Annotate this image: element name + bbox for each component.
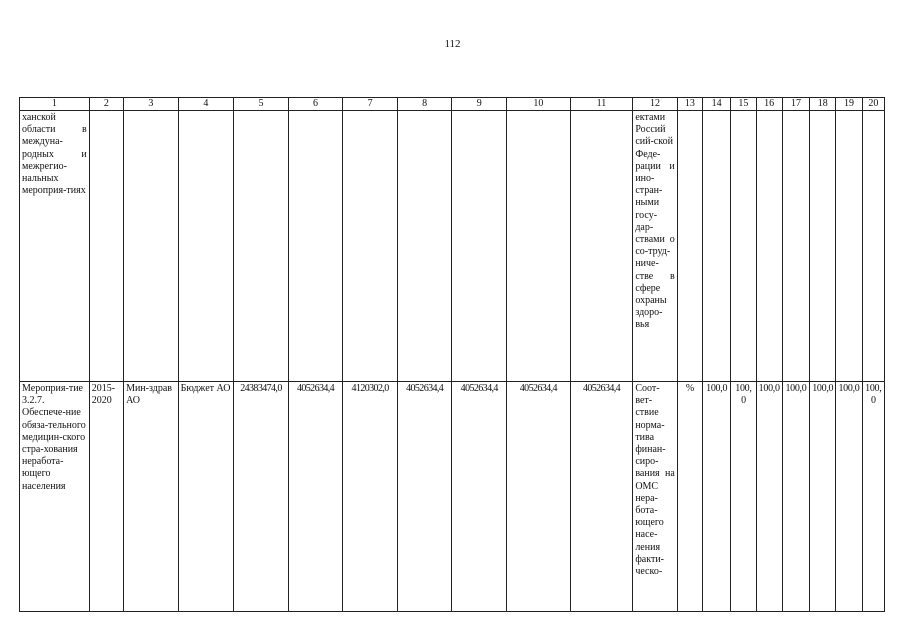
- column-header: 3: [124, 98, 179, 111]
- indicator-value-cell: 100,0: [810, 382, 836, 612]
- empty-cell: [234, 111, 289, 382]
- column-header: 6: [288, 98, 343, 111]
- column-header: 7: [343, 98, 398, 111]
- column-header: 16: [756, 98, 782, 111]
- empty-cell: [124, 111, 179, 382]
- indicator-value-cell: 100,0: [836, 382, 862, 612]
- column-header: 2: [89, 98, 123, 111]
- empty-cell: [810, 111, 836, 382]
- column-header: 14: [703, 98, 731, 111]
- table-row: [20, 382, 885, 612]
- column-header: 4: [178, 98, 234, 111]
- indicator-name-cell: Соот-вет-ствие норма-тива финан-сиро-вания на ОМС нера-бота-ющего насе-ления факти-ческо-: [633, 382, 677, 612]
- empty-cell: [862, 111, 884, 382]
- indicator-name-cell: ектами Россий сий-ской Феде-рации и ино-стран-ными госу-дар-ствами о со-труд-ниче-стве в сфере охраны здоро-вья: [633, 111, 677, 382]
- column-header: 20: [862, 98, 884, 111]
- empty-cell: [756, 111, 782, 382]
- year-amount-cell: 4052634,4: [397, 382, 452, 612]
- empty-cell: [343, 111, 398, 382]
- program-table: [19, 97, 885, 612]
- empty-cell: [288, 111, 343, 382]
- indicator-value-cell: 100,0: [731, 382, 756, 612]
- table-row: [20, 111, 885, 382]
- funding-source-cell: Бюджет АО: [178, 382, 234, 612]
- header-row: [20, 98, 885, 111]
- measure-name-cell: Мероприя-тие 3.2.7. Обеспече-ние обяза-тельного медицин-ского стра-хования неработа-ющего населения: [20, 382, 90, 612]
- indicator-value-cell: 100,0: [862, 382, 884, 612]
- empty-cell: [703, 111, 731, 382]
- year-amount-cell: 4052634,4: [507, 382, 571, 612]
- year-amount-cell: 4052634,4: [452, 382, 507, 612]
- measure-name-cell: ханской области в междуна-родных и межрегио-нальных мероприя-тиях: [20, 111, 90, 382]
- column-header: 1: [20, 98, 90, 111]
- column-header: 18: [810, 98, 836, 111]
- empty-cell: [507, 111, 571, 382]
- column-header: 19: [836, 98, 862, 111]
- executor-cell: Мин-здрав АО: [124, 382, 179, 612]
- column-header: 11: [570, 98, 633, 111]
- indicator-value-cell: 100,0: [703, 382, 731, 612]
- column-header: 9: [452, 98, 507, 111]
- empty-cell: [570, 111, 633, 382]
- column-header: 15: [731, 98, 756, 111]
- empty-cell: [836, 111, 862, 382]
- empty-cell: [677, 111, 702, 382]
- empty-cell: [731, 111, 756, 382]
- empty-cell: [178, 111, 234, 382]
- column-header: 8: [397, 98, 452, 111]
- column-header: 17: [782, 98, 809, 111]
- total-amount-cell: 24383474,0: [234, 382, 289, 612]
- indicator-value-cell: 100,0: [756, 382, 782, 612]
- column-header: 10: [507, 98, 571, 111]
- empty-cell: [397, 111, 452, 382]
- empty-cell: [782, 111, 809, 382]
- column-header: 13: [677, 98, 702, 111]
- empty-cell: [452, 111, 507, 382]
- year-amount-cell: 4052634,4: [288, 382, 343, 612]
- period-cell: 2015-2020: [89, 382, 123, 612]
- empty-cell: [89, 111, 123, 382]
- indicator-value-cell: 100,0: [782, 382, 809, 612]
- column-header: 5: [234, 98, 289, 111]
- page-number: 112: [444, 38, 461, 50]
- column-header: 12: [633, 98, 677, 111]
- year-amount-cell: 4052634,4: [570, 382, 633, 612]
- unit-cell: %: [677, 382, 702, 612]
- year-amount-cell: 4120302,0: [343, 382, 398, 612]
